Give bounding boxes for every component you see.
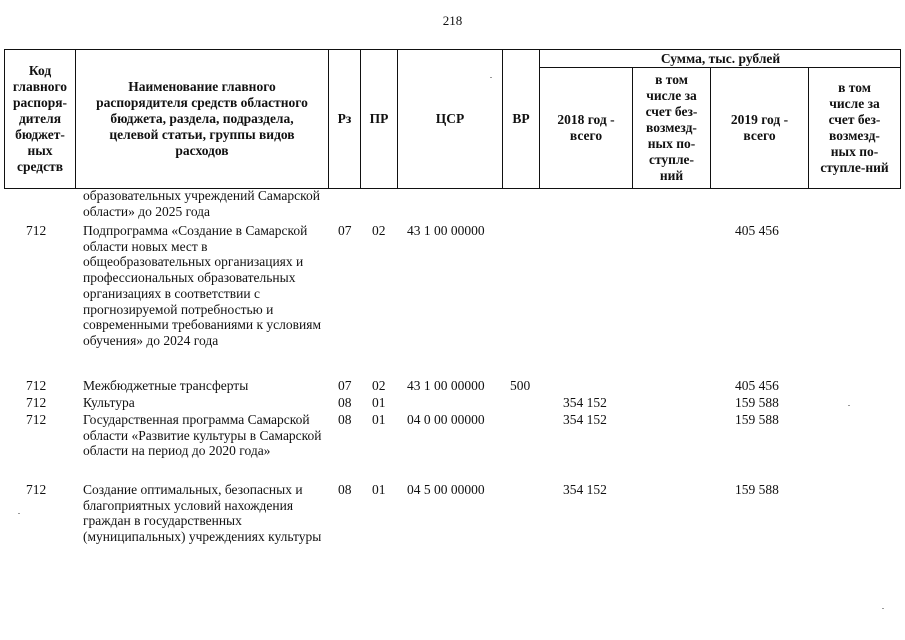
row-rz: 07 xyxy=(338,223,352,238)
scan-speck xyxy=(18,513,20,514)
row-rz: 08 xyxy=(338,412,352,427)
row-sum-2019: 405 456 xyxy=(735,378,779,393)
header-code: Код главного распоря-дителя бюджет-ных средств xyxy=(12,63,68,174)
row-csr: 43 1 00 00000 xyxy=(407,223,485,238)
row-code: 712 xyxy=(26,378,47,393)
grid-line xyxy=(900,50,901,188)
row-name: Подпрограмма «Создание в Самарской области новых мест в общеобразовательных организациях и профессиональных образовательных организациях в соответствии с прогнозируемой потребностью и современными требованиями к условиям обучения» до 2024 года xyxy=(83,223,321,348)
row-sum-2019: 159 588 xyxy=(735,412,779,427)
row-pr: 01 xyxy=(372,482,386,497)
row-sum-2018: 354 152 xyxy=(563,412,607,427)
row-rz: 08 xyxy=(338,482,352,497)
header-vr: ВР xyxy=(512,111,530,126)
row-code: 712 xyxy=(26,482,47,497)
row-code: 712 xyxy=(26,395,47,410)
row-pr: 02 xyxy=(372,378,386,393)
row-rz: 08 xyxy=(338,395,352,410)
header-2019-free: в том числе за счет без-возмезд-ных по-ступле-ний xyxy=(820,80,889,175)
header-name: Наименование главного распорядителя средств областного бюджета, раздела, подраздела, целевой статьи, группы видов расходов xyxy=(96,79,308,158)
row-name: Межбюджетные трансферты xyxy=(83,378,249,393)
row-sum-2019: 159 588 xyxy=(735,395,779,410)
row-pr: 01 xyxy=(372,412,386,427)
row-name: Создание оптимальных, безопасных и благоприятных условий нахождения граждан в государственных (муниципальных) учреждениях культуры xyxy=(83,482,322,545)
header-2019-total: 2019 год - всего xyxy=(730,112,789,143)
row-sum-2018: 354 152 xyxy=(563,482,607,497)
header-2018-free: в том числе за счет без-возмезд-ных по-ступле-ний xyxy=(645,72,698,183)
scan-speck xyxy=(848,405,850,406)
row-code: 712 xyxy=(26,412,47,427)
page-number: 218 xyxy=(442,13,463,28)
scan-speck xyxy=(882,608,884,609)
row-rz: 07 xyxy=(338,378,352,393)
row-pr: 01 xyxy=(372,395,386,410)
header-sum-group: Сумма, тыс. рублей xyxy=(660,50,781,66)
header-2018-total: 2018 год - всего xyxy=(557,112,615,143)
header-csr: ЦСР xyxy=(435,111,465,126)
row-sum-2019: 159 588 xyxy=(735,482,779,497)
row-sum-2019: 405 456 xyxy=(735,223,779,238)
row-csr: 04 5 00 00000 xyxy=(407,482,485,497)
header-pr: ПР xyxy=(369,111,389,126)
header-rz: Рз xyxy=(337,111,352,126)
row-csr: 04 0 00 00000 xyxy=(407,412,485,427)
row-name: Культура xyxy=(83,395,135,410)
row-vr: 500 xyxy=(510,378,531,393)
row-name: Государственная программа Самарской области «Развитие культуры в Самарской области на период до 2020 года» xyxy=(83,412,322,459)
row-name: образовательных учреждений Самарской области» до 2025 года xyxy=(83,188,320,219)
row-pr: 02 xyxy=(372,223,386,238)
row-sum-2018: 354 152 xyxy=(563,395,607,410)
row-code: 712 xyxy=(26,223,47,238)
scan-speck xyxy=(490,77,492,78)
row-csr: 43 1 00 00000 xyxy=(407,378,485,393)
table-header xyxy=(4,49,901,189)
